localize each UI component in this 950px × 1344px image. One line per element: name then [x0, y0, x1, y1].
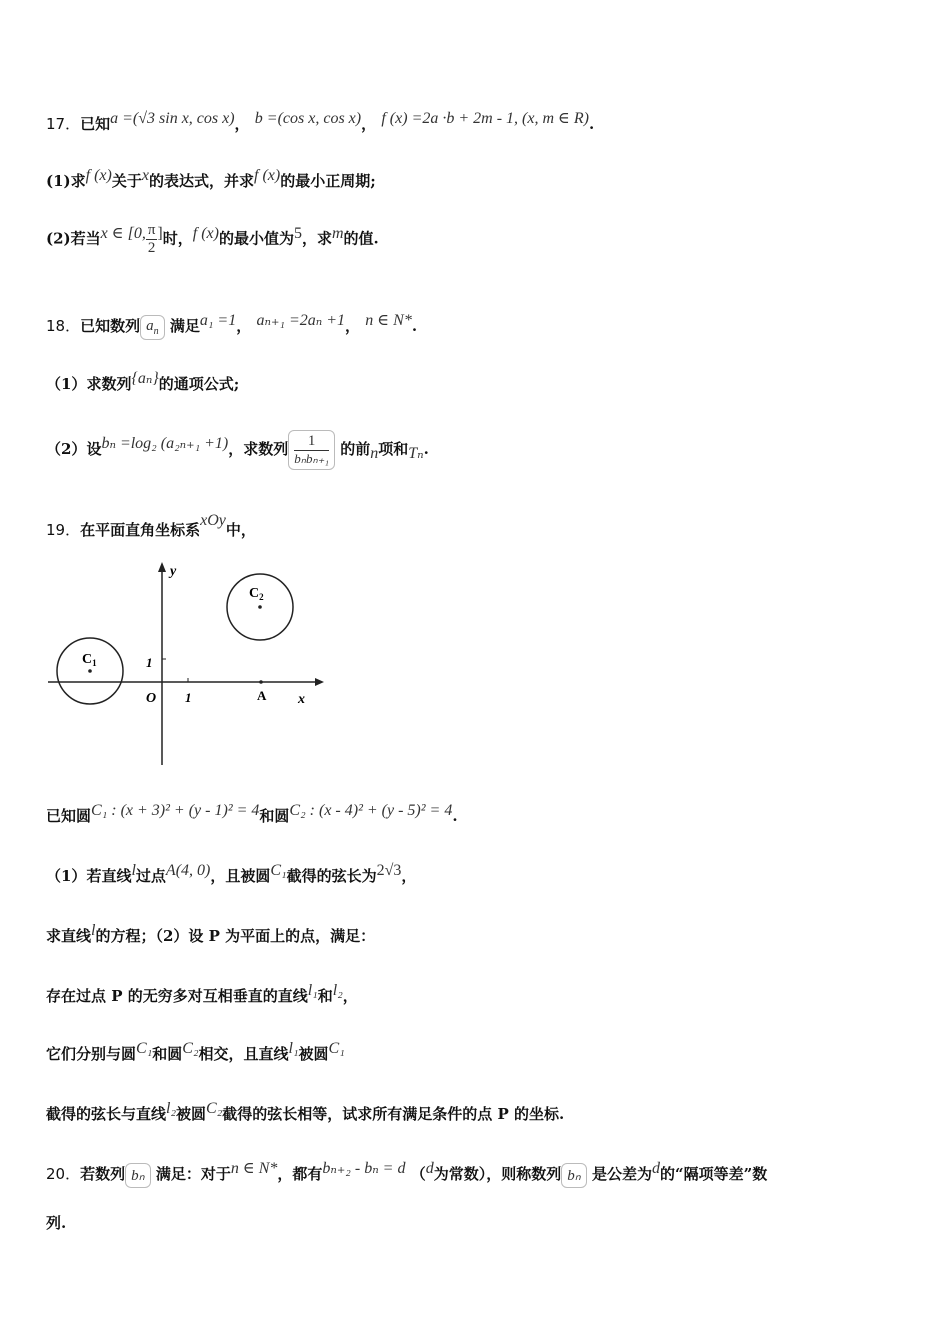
denominator: bₙbₙ₊₁ — [294, 451, 330, 466]
text: 时， — [162, 229, 193, 248]
text: 和圆 — [152, 1045, 183, 1063]
math-function: f (x) =2a ·b + 2m - 1, (x, m ∈ R) — [381, 110, 589, 127]
math: f (x) — [254, 167, 281, 184]
math: f (x) — [85, 167, 112, 184]
text: 满足 — [169, 317, 200, 335]
text: 的值. — [343, 229, 379, 248]
math: C₁ — [328, 1040, 345, 1057]
text: 项和 — [378, 440, 409, 458]
text: 的最小正周期; — [280, 172, 376, 190]
fraction-brace — [288, 430, 335, 470]
text: 的方程；（2）设 P 为平面上的点，满足： — [95, 927, 376, 945]
math: C₁ — [270, 862, 287, 879]
intro-text: 已知 — [80, 115, 111, 133]
question-number: 17． — [46, 115, 81, 133]
y-label: y — [170, 564, 177, 579]
q19-line3 — [46, 982, 358, 1006]
seq-symbol: a — [146, 317, 154, 334]
text: 求 — [70, 172, 86, 190]
text: 被圆 — [298, 1045, 329, 1063]
math: n ∈ N* — [365, 312, 412, 329]
text: 设 — [86, 440, 102, 458]
q20-stem — [46, 1158, 767, 1188]
math: a₁ =1 — [199, 312, 237, 329]
text: 为常数），则称数列 — [433, 1165, 562, 1183]
intro-text: 已知数列 — [80, 317, 141, 335]
sequence-brace: bₙ — [125, 1163, 150, 1188]
text: ，都有 — [277, 1165, 323, 1183]
text: 截得的弦长与直线 — [46, 1105, 167, 1123]
math: x ∈ [0, — [100, 224, 146, 242]
y-axis-arrow — [158, 562, 166, 572]
text: 是公差为 — [591, 1165, 652, 1183]
q19-line2 — [46, 922, 375, 946]
part-label: (1) — [46, 172, 71, 190]
math: l₂ — [166, 1100, 177, 1117]
text: 列. — [46, 1214, 67, 1232]
text: 和圆 — [259, 807, 290, 825]
text: 求直线 — [46, 927, 92, 945]
question-number: 19． — [46, 521, 81, 539]
text: 它们分别与圆 — [46, 1045, 137, 1063]
sep: ， — [345, 317, 361, 335]
text: ，且被圆 — [210, 867, 271, 885]
text: 和 — [317, 987, 333, 1005]
point-a-label: A — [257, 688, 267, 703]
math: ] — [157, 224, 163, 242]
origin-label: O — [146, 691, 157, 706]
period: . — [411, 317, 418, 335]
question-number: 18． — [46, 317, 81, 335]
text: 存在过点 P 的无穷多对互相垂直的直线 — [46, 987, 308, 1005]
math: bₙ =log₂ (a₂ₙ₊₁ +1) — [101, 435, 229, 452]
fraction — [146, 222, 158, 257]
intro-text: 在平面直角坐标系 — [80, 521, 201, 539]
math: l₁ — [307, 982, 318, 999]
math: C₂ — [182, 1040, 199, 1057]
sequence-brace — [140, 315, 165, 340]
text: 求数列 — [86, 375, 132, 393]
sequence-brace: bₙ — [561, 1163, 586, 1188]
text: ， — [342, 987, 358, 1005]
math: l₂ — [332, 982, 343, 999]
text: 截得的弦长相等，试求所有满足条件的点 P 的坐标. — [222, 1105, 565, 1123]
math: d — [651, 1160, 660, 1177]
period: . — [588, 115, 595, 133]
sep: ， — [234, 115, 250, 133]
seq-subscript: n — [153, 325, 159, 337]
part-label: （1） — [46, 375, 87, 393]
circle-c2-label: $C_2$ — [249, 586, 264, 602]
text: 的最小值为 — [218, 229, 294, 248]
math: xOy — [200, 512, 226, 529]
q19-part1 — [46, 862, 416, 886]
x-label: x — [298, 692, 305, 707]
sep: ， — [361, 115, 377, 133]
x-axis-arrow — [315, 678, 324, 686]
question-number: 20． — [46, 1165, 81, 1183]
q19-line5 — [46, 1100, 564, 1124]
math: 2√3 — [376, 862, 402, 879]
text: 中， — [225, 521, 256, 539]
math: n — [370, 445, 379, 462]
q17-part1 — [46, 167, 376, 191]
math: x — [141, 167, 149, 184]
math: 5 — [293, 224, 302, 242]
text: ，求 — [301, 229, 332, 248]
math: f (x) — [192, 224, 219, 242]
math: C₂ — [206, 1100, 223, 1117]
text: 过点 — [135, 867, 166, 885]
q18-stem — [46, 310, 417, 340]
q19-given — [46, 802, 458, 826]
math: A(4, 0) — [165, 862, 211, 879]
coordinate-figure — [40, 555, 330, 770]
sep: ， — [236, 317, 252, 335]
math: l — [91, 922, 96, 939]
math: d — [425, 1160, 434, 1177]
math: bₙ₊₂ - bₙ = d — [322, 1160, 406, 1177]
q19-line4 — [46, 1040, 345, 1064]
text: 已知圆 — [46, 807, 92, 825]
text: 若直线 — [86, 867, 132, 885]
text: 满足：对于 — [155, 1165, 231, 1183]
math-circle-c2: C₂ : (x - 4)² + (y - 5)² = 4 — [289, 802, 453, 819]
x-tick-label: 1 — [185, 690, 192, 705]
math: {aₙ} — [131, 370, 159, 387]
math: C₁ — [136, 1040, 153, 1057]
period: . — [423, 440, 429, 458]
circle-c2-center — [258, 605, 262, 609]
y-tick-label: 1 — [146, 655, 153, 670]
q20-line2 — [46, 1212, 66, 1233]
q18-part1 — [46, 368, 239, 394]
math: n ∈ N* — [230, 1160, 278, 1177]
text: 的前 — [340, 440, 371, 458]
circle-c1-center — [88, 669, 92, 673]
math: Tₙ — [408, 445, 424, 462]
text: 的“隔项等差”数 — [659, 1165, 768, 1183]
math-vector-a: a =(√3 sin x, cos x) — [110, 110, 235, 127]
text: 关于 — [111, 172, 142, 190]
text: （ — [410, 1165, 426, 1183]
text: ， — [401, 867, 417, 885]
math-circle-c1: C₁ : (x + 3)² + (y - 1)² = 4 — [91, 802, 260, 819]
numerator: π — [147, 222, 156, 238]
text: 截得的弦长为 — [286, 867, 377, 885]
numerator: 1 — [294, 433, 329, 451]
text: 相交，且直线 — [198, 1045, 289, 1063]
period: . — [452, 807, 458, 825]
q17-stem — [46, 108, 594, 134]
text: 的表达式，并求 — [148, 172, 254, 190]
fraction — [294, 433, 329, 467]
text: 若当 — [70, 229, 101, 248]
math: m — [331, 224, 344, 242]
text: ，求数列 — [228, 440, 289, 458]
circle-c1-label: $C_1$ — [82, 652, 97, 668]
part-label: （1） — [46, 867, 87, 885]
q19-stem — [46, 512, 256, 540]
denominator: 2 — [147, 240, 156, 256]
part-label: (2) — [46, 229, 71, 248]
q18-part2 — [46, 430, 429, 470]
text: 的通项公式; — [158, 375, 240, 393]
math: l₁ — [288, 1040, 299, 1057]
text: 若数列 — [80, 1165, 126, 1183]
math: aₙ₊₁ =2aₙ +1 — [256, 312, 346, 329]
math: l — [131, 862, 136, 879]
point-a-dot — [259, 680, 263, 684]
part-label: （2） — [46, 440, 87, 458]
q17-part2 — [46, 222, 379, 257]
text: 被圆 — [176, 1105, 207, 1123]
math-vector-b: b =(cos x, cos x) — [254, 110, 362, 127]
